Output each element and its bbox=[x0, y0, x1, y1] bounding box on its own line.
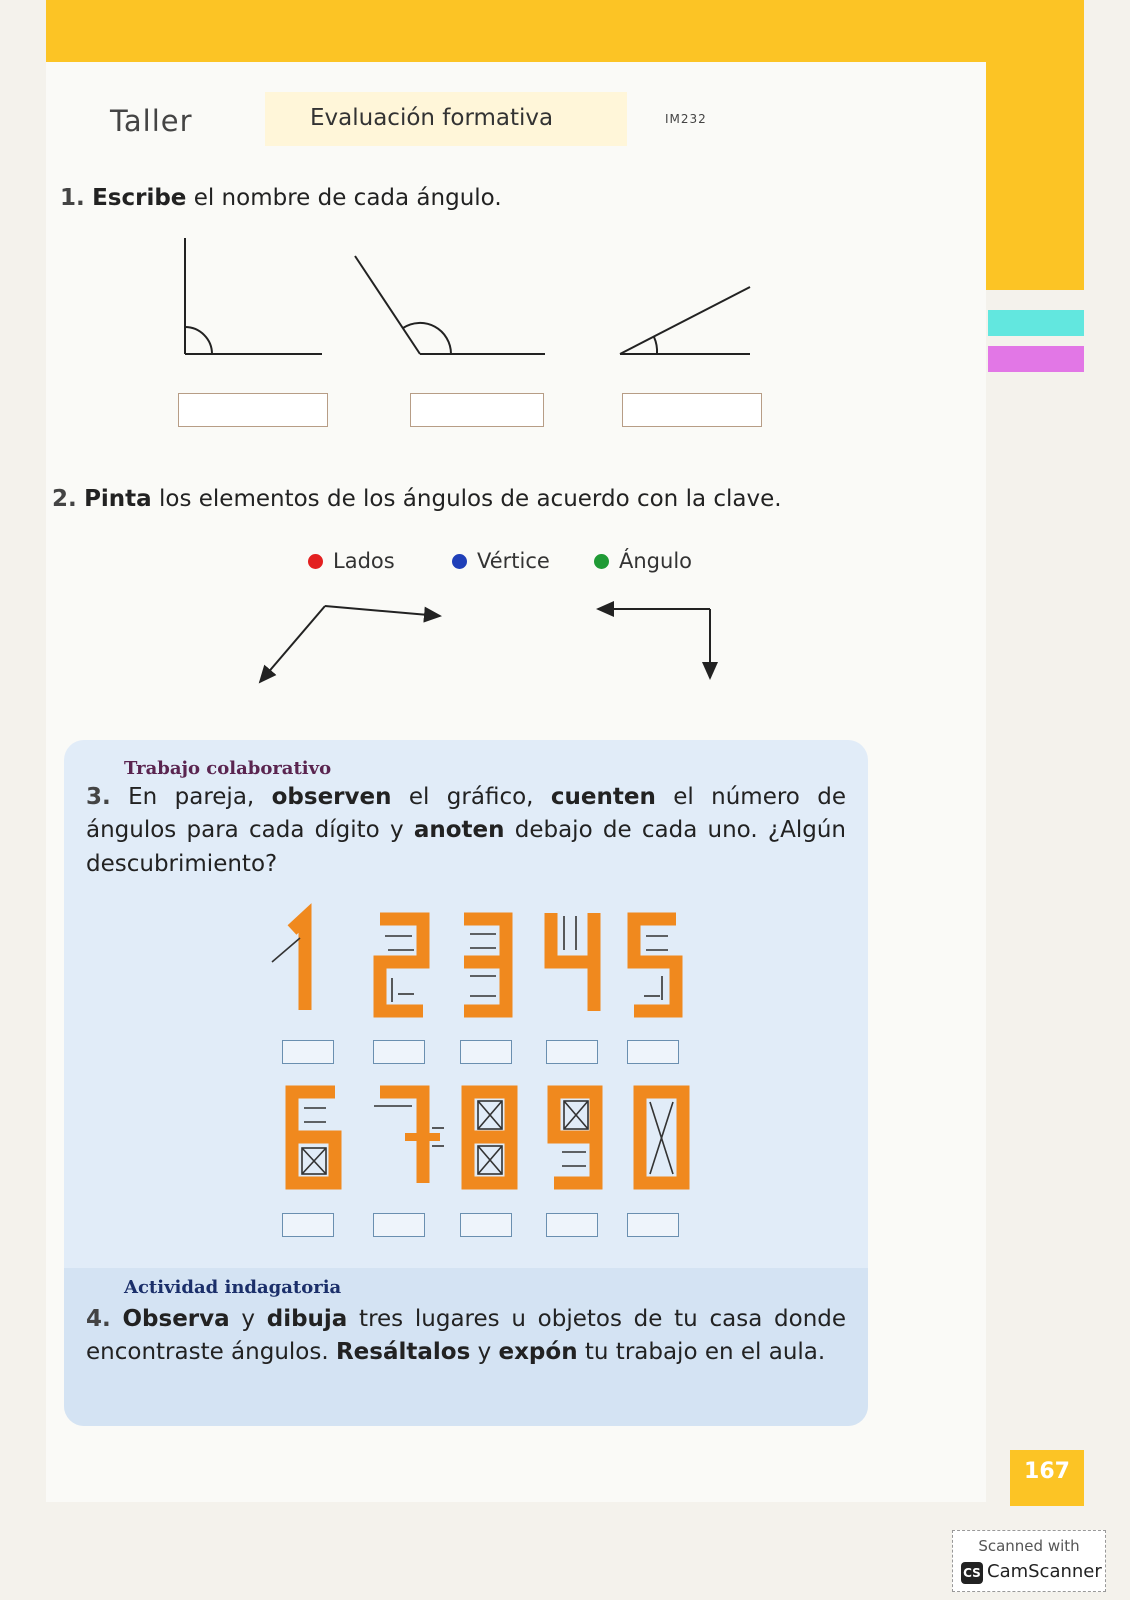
question-3-verb-observen: observen bbox=[271, 784, 392, 810]
question-4-number: 4. bbox=[86, 1306, 111, 1332]
digit-8 bbox=[468, 1092, 511, 1183]
legend-angulo-label: Ángulo bbox=[619, 549, 692, 573]
question-3-number: 3. bbox=[86, 784, 111, 810]
digit-6-answer-box[interactable] bbox=[282, 1213, 334, 1237]
digit-5-answer-box[interactable] bbox=[627, 1040, 679, 1064]
page-code: IM232 bbox=[665, 112, 707, 126]
question-4-verb-resaltalos: Resáltalos bbox=[335, 1339, 471, 1366]
digit-2 bbox=[380, 919, 423, 1011]
camscanner-badge bbox=[952, 1530, 1106, 1592]
question-1-text: el nombre de cada ángulo. bbox=[186, 185, 502, 211]
question-4-verb-dibuja: dibuja bbox=[266, 1306, 348, 1332]
question-4 bbox=[86, 1303, 846, 1370]
question-1-number: 1. bbox=[60, 185, 85, 211]
section-trabajo-colaborativo: Trabajo colaborativo bbox=[124, 758, 332, 779]
tab-taller-label: Taller bbox=[110, 104, 193, 138]
digit-6 bbox=[292, 1092, 335, 1183]
question-4-text-c: y bbox=[470, 1339, 499, 1366]
question-2-verb: Pinta bbox=[84, 486, 152, 512]
digit-1-answer-box[interactable] bbox=[282, 1040, 334, 1064]
legend-lados-label: Lados bbox=[333, 549, 395, 573]
question-4-verb-expon: expón bbox=[498, 1339, 578, 1366]
question-4-text-d: tu trabajo en el aula. bbox=[577, 1339, 826, 1366]
camscanner-logo-icon: CS bbox=[961, 1562, 983, 1584]
digit-0 bbox=[640, 1092, 683, 1183]
question-3-verb-anoten: anoten bbox=[413, 817, 505, 844]
question-3-text-d: debajo de cada uno. ¿Algún descubrimiento? bbox=[86, 817, 846, 877]
tab-evaluacion-label: Evaluación formativa bbox=[310, 105, 554, 131]
question-3-text-a: En pareja, bbox=[128, 784, 272, 810]
question-2-number: 2. bbox=[52, 486, 77, 512]
digit-2-answer-box[interactable] bbox=[373, 1040, 425, 1064]
digit-3 bbox=[464, 919, 506, 1011]
digit-9-answer-box[interactable] bbox=[546, 1213, 598, 1237]
digit-4-answer-box[interactable] bbox=[546, 1040, 598, 1064]
page-number: 167 bbox=[1010, 1450, 1084, 1506]
question-2-text: los elementos de los ángulos de acuerdo con la clave. bbox=[151, 486, 782, 512]
question-3-text-b: el gráfico, bbox=[391, 784, 551, 810]
digit-4 bbox=[551, 913, 594, 1011]
question-1-verb: Escribe bbox=[92, 185, 187, 211]
section-actividad-indagatoria: Actividad indagatoria bbox=[124, 1277, 342, 1298]
digit-3-answer-box[interactable] bbox=[460, 1040, 512, 1064]
camscanner-label: CamScanner bbox=[987, 1561, 1102, 1582]
digit-7 bbox=[374, 1092, 444, 1183]
digit-0-answer-box[interactable] bbox=[627, 1213, 679, 1237]
scanned-with-label: Scanned with bbox=[978, 1537, 1080, 1555]
question-3-verb-cuenten: cuenten bbox=[550, 784, 656, 810]
digit-9 bbox=[554, 1092, 596, 1183]
question-4-verb-observa: Observa bbox=[122, 1306, 230, 1332]
digit-5 bbox=[634, 919, 676, 1011]
question-4-text-a: y bbox=[229, 1306, 267, 1332]
question-3-text-c: el número de ángulos para cada dígito y bbox=[86, 784, 847, 844]
question-4-text-b: tres lugares u objetos de tu casa donde encontraste ángulos. bbox=[86, 1306, 847, 1366]
digit-8-answer-box[interactable] bbox=[460, 1213, 512, 1237]
digit-7-answer-box[interactable] bbox=[373, 1213, 425, 1237]
legend-vertice-label: Vértice bbox=[477, 549, 550, 573]
digit-1 bbox=[272, 918, 305, 1010]
